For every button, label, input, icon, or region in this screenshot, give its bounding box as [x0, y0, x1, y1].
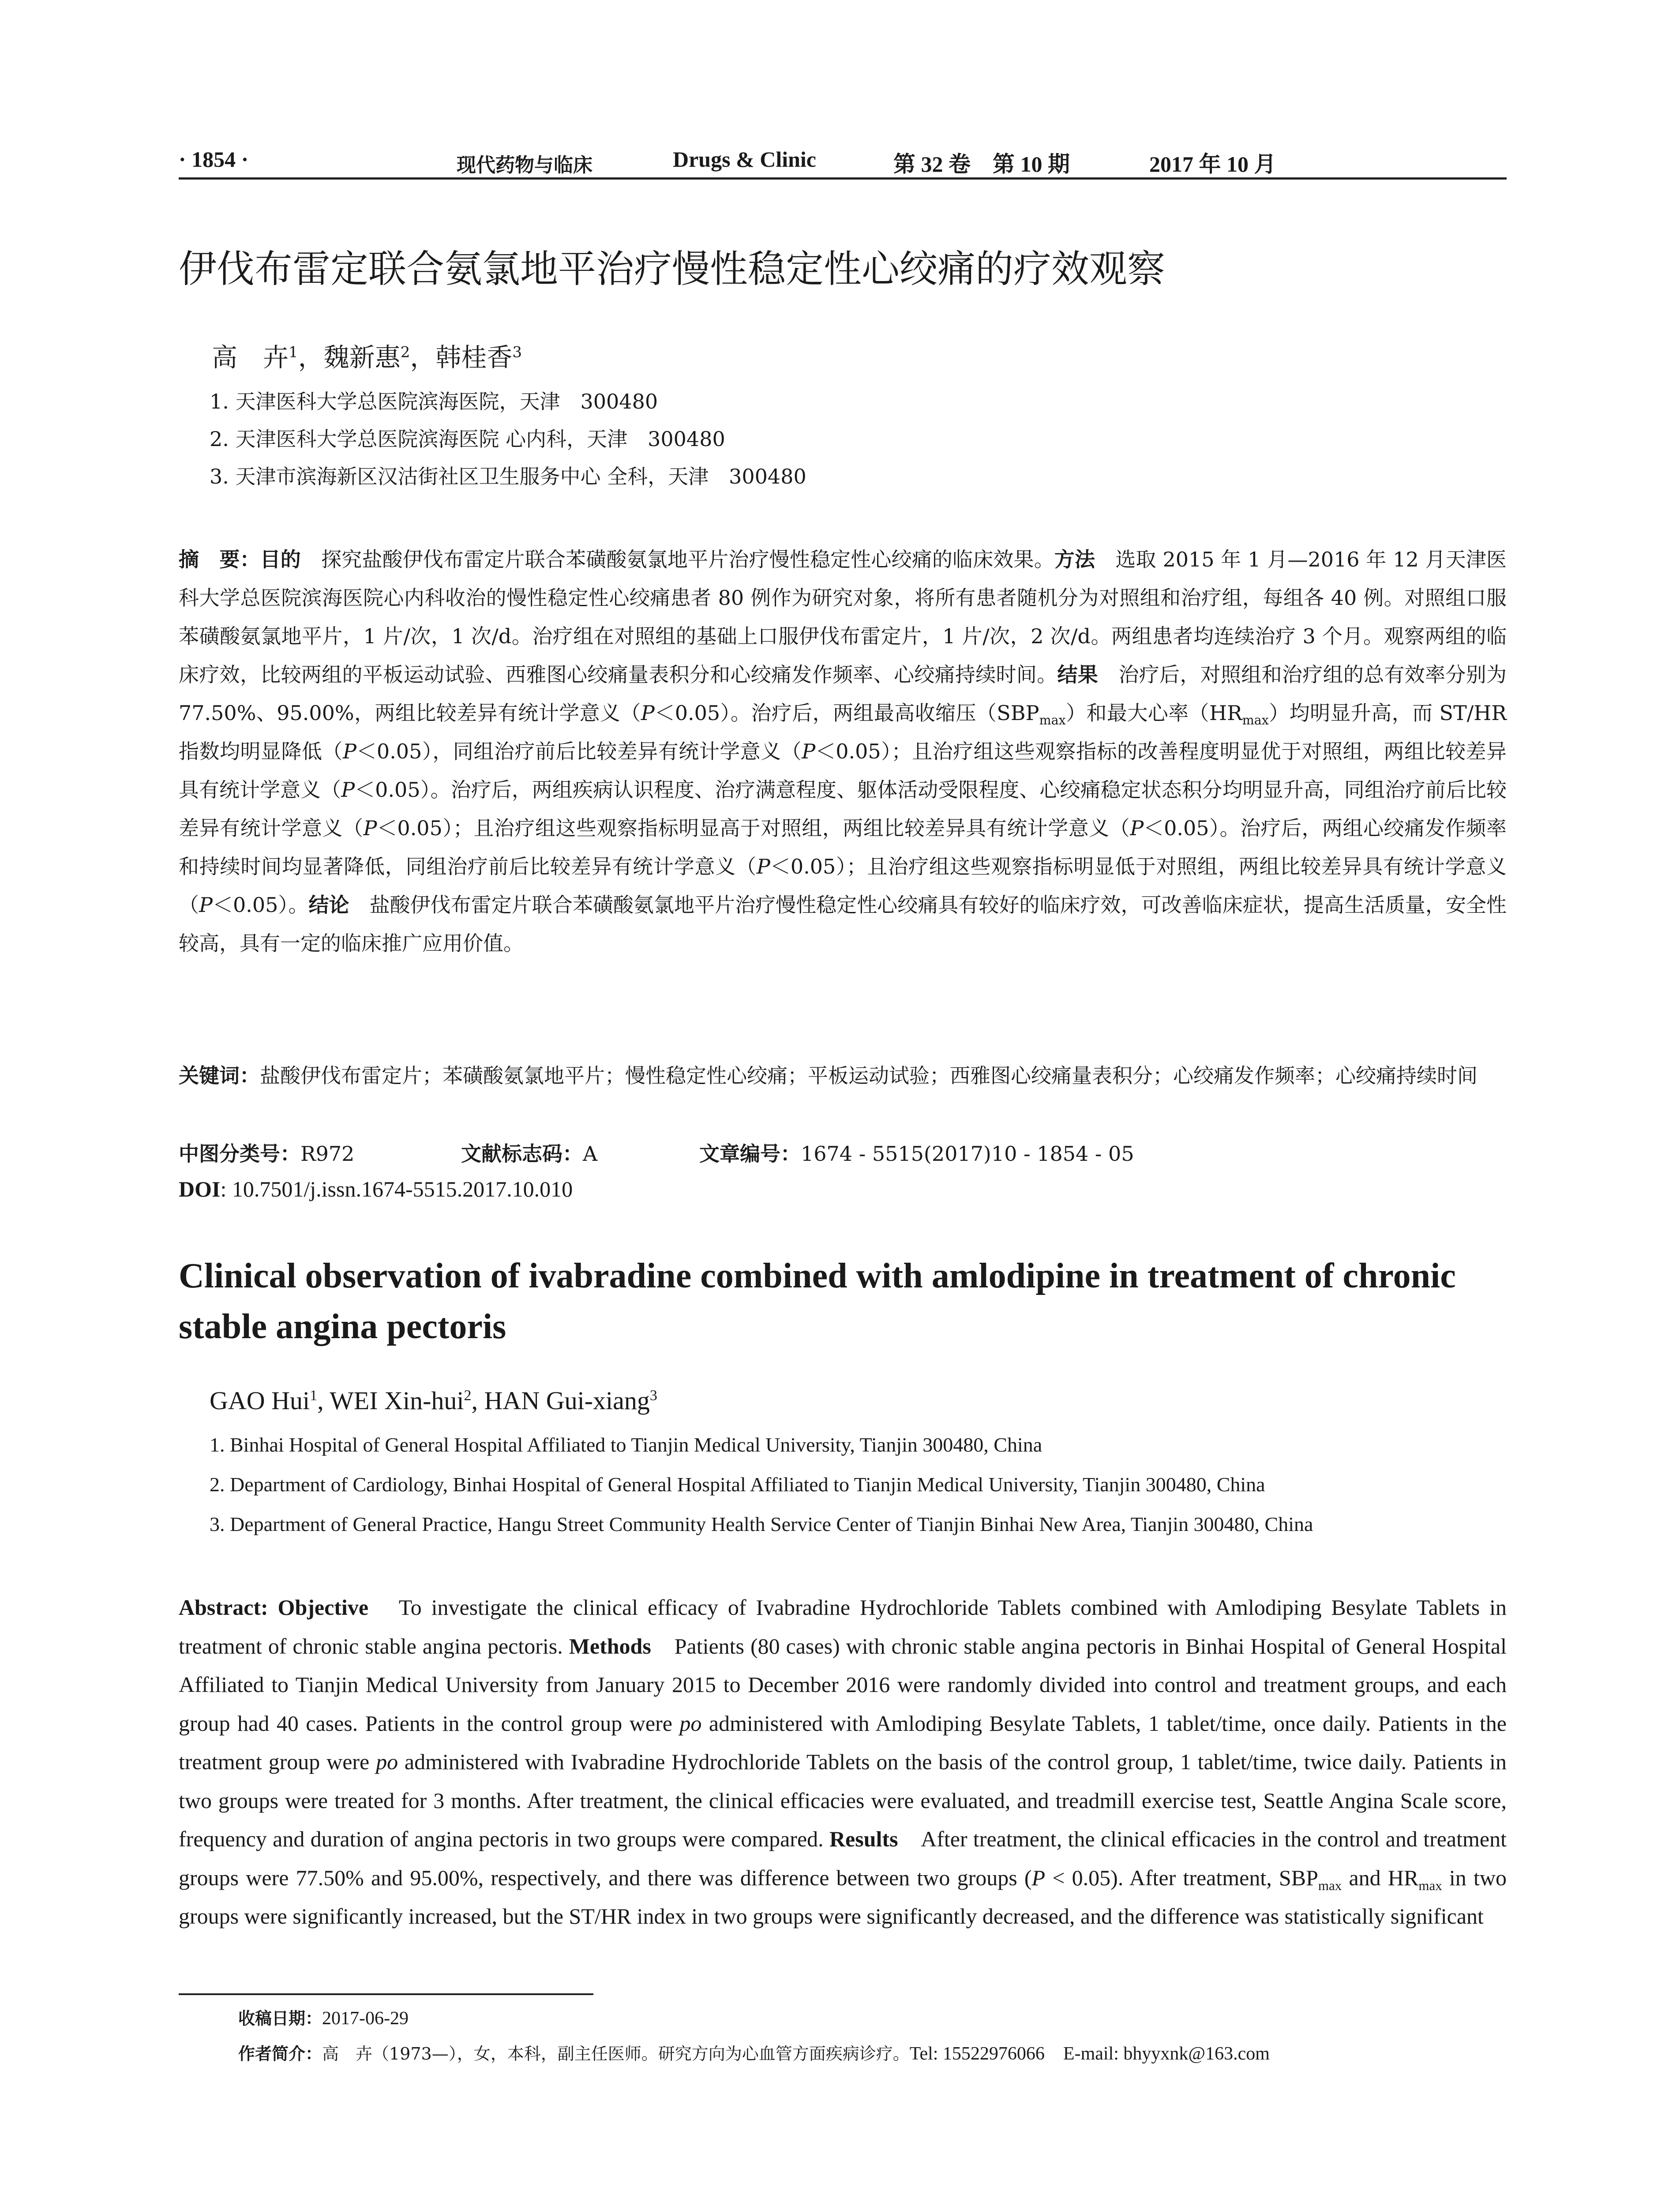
keywords-cn	[179, 1057, 1507, 1095]
p-symbol: P	[199, 893, 213, 917]
classification-line	[179, 1136, 1134, 1171]
subscript-max: max	[1418, 1877, 1442, 1893]
conclusion-label: 结论	[308, 893, 349, 917]
keywords-label: 关键词：	[179, 1064, 260, 1088]
results-label: Results	[829, 1827, 898, 1851]
author-affiliation-mark: 1	[289, 343, 298, 361]
article-title-cn: 伊伐布雷定联合氨氯地平治疗慢性稳定性心绞痛的疗效观察	[179, 247, 1165, 291]
objective-text: 探究盐酸伊伐布雷定片联合苯磺酸氨氯地平片治疗慢性稳定性心绞痛的临床效果。	[300, 548, 1054, 571]
volume-issue: 第 32 卷 第 10 期	[893, 152, 1070, 176]
p-symbol: P	[363, 816, 377, 840]
article-title-en: Clinical observation of ivabradine combined with amlodipine in treatment of chronic stable angina pectoris	[179, 1257, 1456, 1346]
running-header	[179, 142, 1507, 180]
author-affiliation-mark: 2	[400, 343, 410, 361]
results-text: ）和最大心率（HR	[1065, 701, 1242, 725]
clc-label: 中图分类号：	[179, 1142, 300, 1166]
results-text: ）。治疗后，两组最高收缩压（SBP	[720, 701, 1039, 725]
p-symbol: P	[342, 739, 356, 763]
article-number	[699, 1136, 1134, 1171]
subscript-max: max	[1318, 1877, 1342, 1893]
author-separator: ，	[410, 342, 436, 372]
author-separator: ,	[471, 1386, 484, 1415]
results-text: < 0.05). After treatment, SBP	[1045, 1865, 1318, 1890]
results-text: in two groups were significantly increased, but the ST/HR index in two groups were significantly decreased, and the difference was statistically significant	[179, 1865, 1507, 1928]
author-affiliation-mark: 3	[512, 343, 522, 361]
issue-date: 2017 年 10 月	[1149, 152, 1276, 176]
author-list-en	[210, 1383, 657, 1418]
affiliation-cn: 3. 天津市滨海新区汉沽街社区卫生服务中心 全科，天津 300480	[210, 465, 806, 488]
article-number-value: 1674 - 5515(2017)10 - 1854 - 05	[801, 1142, 1134, 1166]
doi-line	[179, 1171, 573, 1207]
author-name: 高 卉	[212, 342, 289, 372]
abstract-en	[179, 1588, 1507, 1936]
methods-text: administered with Amlodiping Besylate Tablets, 1 tablet/time, once daily. Patients in the treatment group were	[179, 1711, 1507, 1774]
objective-text: To investigate the clinical efficacy of Ivabradine Hydrochloride Tablets combined with Amlodiping Besylate Tablets in treatment of chronic stable angina pectoris.	[179, 1595, 1507, 1658]
affiliation-cn: 1. 天津医科大学总医院滨海医院，天津 300480	[210, 390, 658, 413]
author-name: 魏新惠	[323, 342, 401, 372]
journal-name-cn: 现代药物与临床	[457, 154, 592, 176]
results-text: ）均明显升高，而 ST/HR 指数均明显降低（	[179, 701, 1507, 763]
abstract-objective-label: Abstract: Objective	[179, 1595, 369, 1620]
subscript-max: max	[1039, 713, 1066, 728]
author-bio-text: 高 卉（1973—），女，本科，副主任医师。研究方向为心血管方面疾病诊疗。	[322, 2044, 910, 2063]
results-text: ）；且治疗组这些观察指标明显高于对照组，两组比较差异具有统计学意义（	[442, 816, 1130, 840]
author-bio-label: 作者简介：	[238, 2044, 322, 2063]
p-value: ＜0.05	[770, 855, 836, 878]
results-text: ）。治疗后，两组疾病认识程度、治疗满意程度、躯体活动受限程度、心绞痛稳定状态积分均明显升高，同组治疗前后比较差异有统计学意义（	[179, 778, 1507, 840]
author-separator: ,	[317, 1386, 330, 1415]
author-name: WEI Xin-hui	[330, 1386, 464, 1415]
results-text: and HR	[1342, 1865, 1419, 1890]
po-term: po	[376, 1749, 398, 1774]
results-text: 治疗后，对照组和治疗组的总有效率分别为 77.50%、95.00%，两组比较差异有统计学意义（	[179, 663, 1507, 725]
author-bio-note	[238, 2041, 1270, 2067]
p-symbol: P	[341, 778, 355, 802]
objective-label: 目的	[260, 548, 301, 571]
document-code-label: 文献标志码：	[461, 1142, 583, 1166]
author-affiliation-mark: 2	[464, 1387, 472, 1404]
author-name: HAN Gui-xiang	[484, 1386, 650, 1415]
results-text: ）。	[278, 893, 309, 917]
abstract-label: 摘 要：	[179, 548, 260, 571]
doi-value: : 10.7501/j.issn.1674-5515.2017.10.010	[220, 1177, 573, 1201]
p-value: ＜0.05	[356, 739, 422, 763]
author-name: GAO Hui	[210, 1386, 310, 1415]
results-text: After treatment, the clinical efficacies in the control and treatment groups were 77.50% and 95.00%, respectively, and there was difference between two groups (	[179, 1827, 1507, 1890]
p-value: ＜0.05	[654, 701, 720, 725]
po-term: po	[679, 1711, 702, 1736]
results-text: ）。治疗后，两组心绞痛发作频率和持续时间均显著降低，同组治疗前后比较差异有统计学意义（	[179, 816, 1507, 878]
results-text: ），同组治疗前后比较差异有统计学意义（	[422, 739, 802, 763]
author-contact: Tel: 15522976066 E-mail: bhyyxnk@163.com	[909, 2044, 1270, 2064]
results-label: 结果	[1057, 663, 1099, 687]
author-affiliation-mark: 3	[649, 1387, 657, 1404]
abstract-cn	[179, 540, 1507, 963]
journal-name-en: Drugs & Clinic	[673, 147, 816, 172]
received-date: 2017-06-29	[322, 2008, 409, 2029]
p-value: ＜0.05	[815, 739, 881, 763]
p-value: ＜0.05	[355, 778, 420, 802]
affiliation-en: 1. Binhai Hospital of General Hospital Affiliated to Tianjin Medical University, Tianjin 300480, China	[210, 1433, 1042, 1456]
affiliation-en: 3. Department of General Practice, Hangu Street Community Health Service Center of Tianjin Binhai New Area, Tianjin 300480, China	[210, 1513, 1313, 1535]
p-value: ＜0.05	[212, 893, 278, 917]
received-date-note	[238, 2005, 409, 2032]
methods-label: 方法	[1054, 548, 1095, 571]
methods-label: Methods	[569, 1633, 651, 1658]
p-symbol: P	[802, 739, 816, 763]
keywords-text: 盐酸伊伐布雷定片；苯磺酸氨氯地平片；慢性稳定性心绞痛；平板运动试验；西雅图心绞痛量表积分；心绞痛发作频率；心绞痛持续时间	[260, 1064, 1478, 1088]
p-symbol: P	[1130, 816, 1144, 840]
methods-text: Patients (80 cases) with chronic stable angina pectoris in Binhai Hospital of General Hospital Affiliated to Tianjin Medical University from January 2015 to December 2016 were randomly divided into control and treatment groups, and each group had 40 cases. Patients in the control group were	[179, 1633, 1507, 1736]
results-text: ）；且治疗组这些观察指标的改善程度明显优于对照组，两组比较差异具有统计学意义（	[179, 739, 1507, 802]
document-code-value: A	[583, 1142, 598, 1166]
methods-text: 选取 2015 年 1 月—2016 年 12 月天津医科大学总医院滨海医院心内科收治的慢性稳定性心绞痛患者 80 例作为研究对象，将所有患者随机分为对照组和治疗组，每组各 40 例。对照组口服苯磺酸氨氯地平片，1 片/次，1 次/d。治疗组在对照组的基础上口服伊伐布雷定片，1 片/次，2 次/d。两组患者均连续治疗 3 个月。观察两组的临床疗效，比较两组的平板运动试验、西雅图心绞痛量表积分和心绞痛发作频率、心绞痛持续时间。	[179, 548, 1507, 687]
results-text: ）；且治疗组这些观察指标明显低于对照组，两组比较差异具有统计学意义（	[179, 855, 1507, 917]
author-separator: ，	[298, 342, 324, 372]
clc-value: R972	[300, 1142, 355, 1166]
author-list-cn	[212, 340, 522, 375]
conclusion-text: 盐酸伊伐布雷定片联合苯磺酸氨氯地平片治疗慢性稳定性心绞痛具有较好的临床疗效，可改善临床症状，提高生活质量，安全性较高，具有一定的临床推广应用价值。	[179, 893, 1507, 955]
subscript-max: max	[1242, 713, 1269, 728]
p-value: ＜0.05	[1144, 816, 1209, 840]
p-symbol: P	[641, 701, 655, 725]
document-code	[461, 1136, 699, 1171]
clc-code	[179, 1136, 461, 1171]
p-value: ＜0.05	[377, 816, 442, 840]
received-label: 收稿日期：	[238, 2009, 322, 2028]
affiliation-cn: 2. 天津医科大学总医院滨海医院 心内科，天津 300480	[210, 427, 725, 451]
page-number: · 1854 ·	[179, 147, 249, 172]
footnote-divider	[179, 1993, 593, 1995]
affiliation-en: 2. Department of Cardiology, Binhai Hospital of General Hospital Affiliated to Tianjin Medical University, Tianjin 300480, China	[210, 1473, 1265, 1496]
doi-label: DOI	[179, 1177, 221, 1201]
author-name: 韩桂香	[435, 342, 513, 372]
article-number-label: 文章编号：	[699, 1142, 801, 1166]
methods-text: administered with Ivabradine Hydrochloride Tablets on the basis of the control group, 1 tablet/time, twice daily. Patients in two groups were treated for 3 months. After treatment, the clinical efficacies were evaluated, and treadmill exercise test, Seattle Angina Scale score, frequency and duration of angina pectoris in two groups were compared.	[179, 1749, 1507, 1851]
author-affiliation-mark: 1	[310, 1387, 318, 1404]
p-symbol: P	[756, 855, 770, 878]
p-symbol: P	[1031, 1865, 1046, 1890]
